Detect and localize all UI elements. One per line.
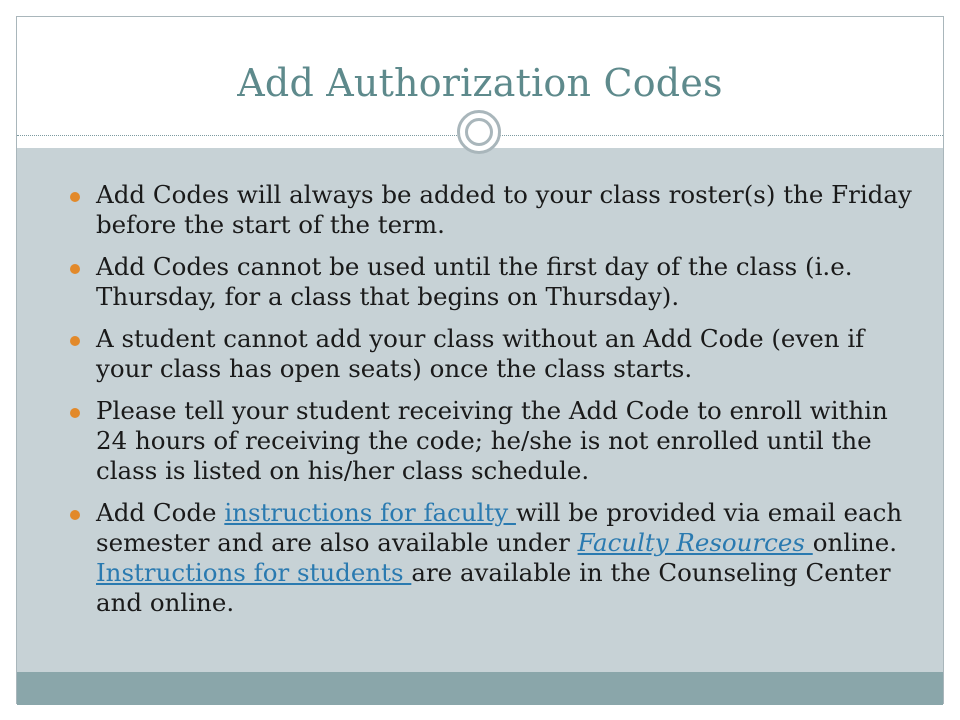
bullet-text: A student cannot add your class without an Add Code (even if your class has open seats) once the class starts.: [96, 324, 865, 383]
list-item: [64, 324, 916, 384]
double-ring-ornament-icon: [457, 110, 501, 154]
faculty-instructions-link[interactable]: instructions for faculty: [224, 498, 516, 527]
bullet-list: [64, 180, 916, 630]
slide-title: Add Authorization Codes: [237, 61, 723, 105]
circle-bullet-icon: [70, 336, 80, 346]
circle-bullet-icon: [70, 510, 80, 520]
bullet-text: Add Codes cannot be used until the first day of the class (i.e. Thursday, for a class that begins on Thursday).: [96, 252, 853, 311]
list-item: [64, 252, 916, 312]
footer-bar: [17, 672, 943, 705]
circle-bullet-icon: [70, 408, 80, 418]
student-instructions-link[interactable]: Instructions for students: [96, 558, 412, 587]
circle-bullet-icon: [70, 264, 80, 274]
bullet-text: Please tell your student receiving the Add Code to enroll within 24 hours of receiving the code; he/she is not enrolled until the class is listed on his/her class schedule.: [96, 396, 888, 485]
bullet-text-part: are available in the Counseling Center and online.: [96, 558, 891, 617]
bullet-text: Add Codes will always be added to your class roster(s) the Friday before the start of the term.: [96, 180, 912, 239]
bullet-text-part: online.: [812, 528, 898, 557]
list-item: [64, 180, 916, 240]
list-item: [64, 498, 916, 618]
bullet-text-part: Add Code: [96, 498, 225, 527]
circle-bullet-icon: [70, 192, 80, 202]
faculty-resources-link[interactable]: Faculty Resources: [577, 528, 813, 557]
bullet-text-part: will be provided via email each semester and are also available under: [96, 498, 903, 557]
list-item: [64, 396, 916, 486]
